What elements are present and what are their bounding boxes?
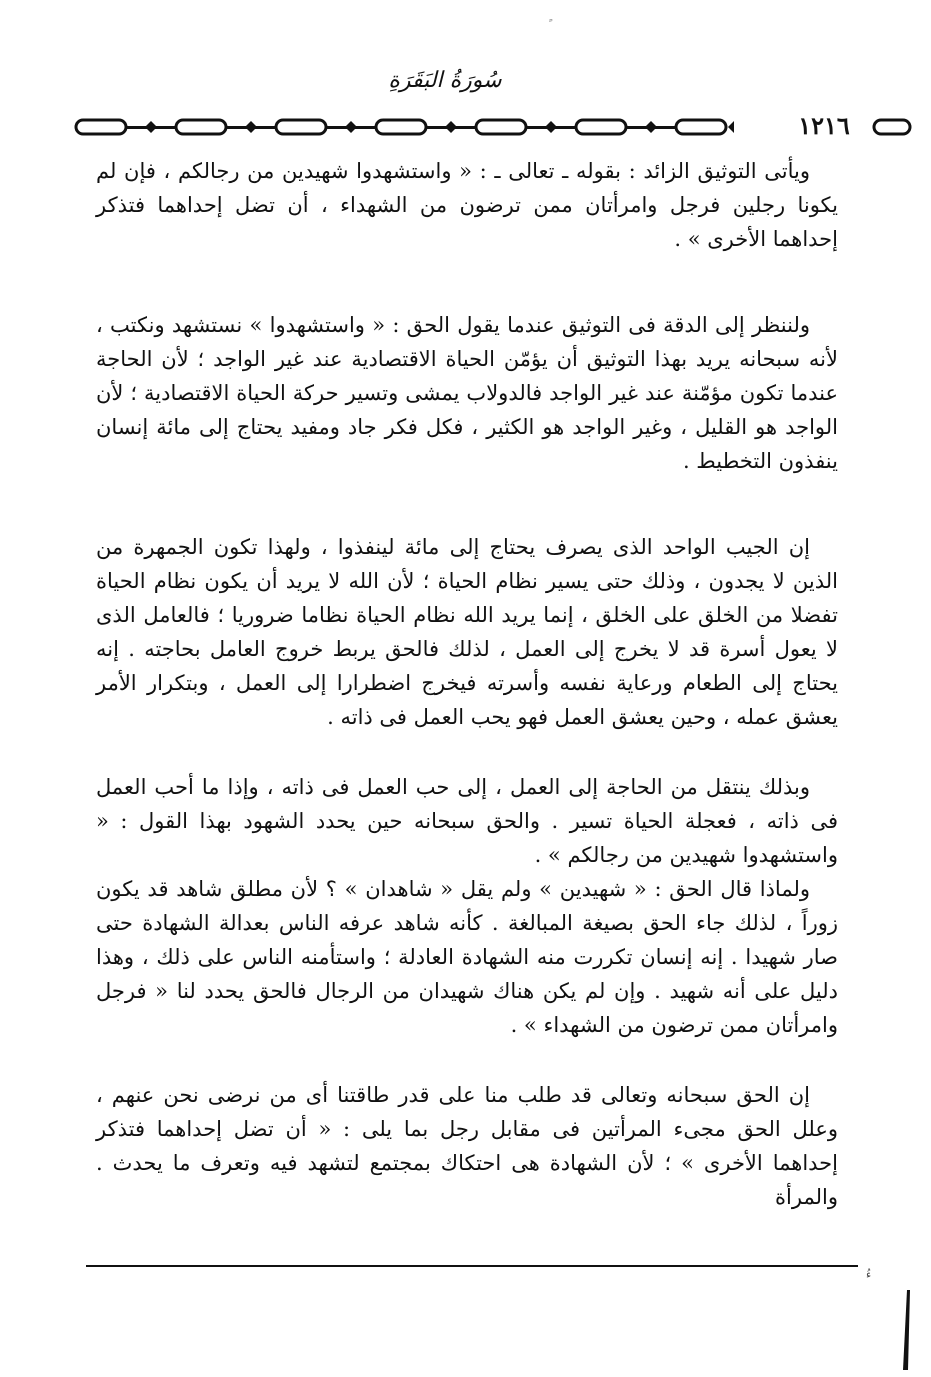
body-text [96, 154, 838, 1214]
chain-end-ornament-icon [872, 118, 912, 136]
scan-speck [548, 10, 560, 22]
page-header [74, 111, 850, 142]
scan-edge-mark [901, 1290, 911, 1370]
paragraph-two-women: إن الحق سبحانه وتعالى قد طلب منا على قدر طاقتنا أى من نرضى نحن عنهم ، وعلل الحق مجىء المرأتين فى مقابل رجل بما يلى : « أن تضل إحداهما فتذكر إحداهما الأخرى » ؛ لأن الشهادة هى احتكاك بمجتمع لتشهد فيه وتعرف ما يحدث . والمرأة [96, 1083, 838, 1209]
scan-mark: ءُ [866, 1268, 872, 1281]
chain-ornament-icon [74, 112, 734, 142]
paragraph-love-of-work: وبذلك ينتقل من الحاجة إلى العمل ، إلى حب العمل فى ذاته ، وإذا ما أحب العمل فى ذاته ، فعجلة الحياة تسير . والحق سبحانه حين يحدد الشهود بهذا القول : « واستشهدوا شهيدين من رجالكم » . [96, 775, 838, 867]
surah-title: سُورَةُ البَقَرَةِ [388, 68, 502, 93]
page-number: ١٢١٦ [798, 111, 850, 140]
paragraph-one-who-spends: إن الجيب الواحد الذى يصرف يحتاج إلى مائة لينفذوا ، ولهذا تكون الجمهرة من الذين لا يجدون ، وذلك حتى يسير نظام الحياة ؛ لأن الله لا يريد أن يكون نظام الحياة تفضلا من الخلق على الخلق ، إنما يريد الله نظام الحياة نظاما ضروريا ؛ فالعامل الذى لا يعول أسرة قد لا يخرج إلى العمل ، لذلك فالحق يربط خروج العامل بحاجته . إنه يحتاج إلى الطعام ورعاية نفسه وأسرته فيخرج اضطرارا إلى العمل ، وبتكرار الأمر يعشق عمله ، وحين يعشق العمل فهو يحب العمل فى ذاته . [96, 535, 838, 729]
footer-rule [86, 1265, 858, 1267]
paragraph-additional-documentation: ويأتى التوثيق الزائد : بقوله ـ تعالى ـ : « واستشهدوا شهيدين من رجالكم ، فإن لم يكونا رجلين فرجل وامرأتان ممن ترضون من الشهداء ، أن تضل إحداهما فتذكر إحداهما الأخرى » . [96, 159, 838, 251]
paragraph-why-shahidain: ولماذا قال الحق : « شهيدين » ولم يقل « شاهدان » ؟ لأن مطلق شاهد قد يكون زوراً ، لذلك جاء الحق بصيغة المبالغة . كأنه شاهد عرفه الناس بعدالة الشهادة حتى صار شهيدا . إنه إنسان تكررت منه الشهادة العادلة ؛ واستأمنه الناس على ذلك ، وهذا دليل على أنه شهيد . وإن لم يكن هناك شهيدان من الرجال فالحق يحدد لنا « فرجل وامرأتان ممن ترضون من الشهداء » . [96, 877, 838, 1037]
paragraph-precision-of-documentation: ولننظر إلى الدقة فى التوثيق عندما يقول الحق : « واستشهدوا » نستشهد ونكتب ، لأنه سبحانه يريد بهذا التوثيق أن يؤمّن الحياة الاقتصادية عند غير الواجد ؛ لأن الحاجة عندما تكون مؤمّنة عند غير الواجد فالدولاب يمشى وتسير حركة الحياة الاقتصادية ؛ لأن الواجد هو القليل ، وغير الواجد هو الكثير ، فكل فكر جاد ومفيد يحتاج إلى مائة إنسان ينفذون التخطيط . [96, 313, 838, 473]
